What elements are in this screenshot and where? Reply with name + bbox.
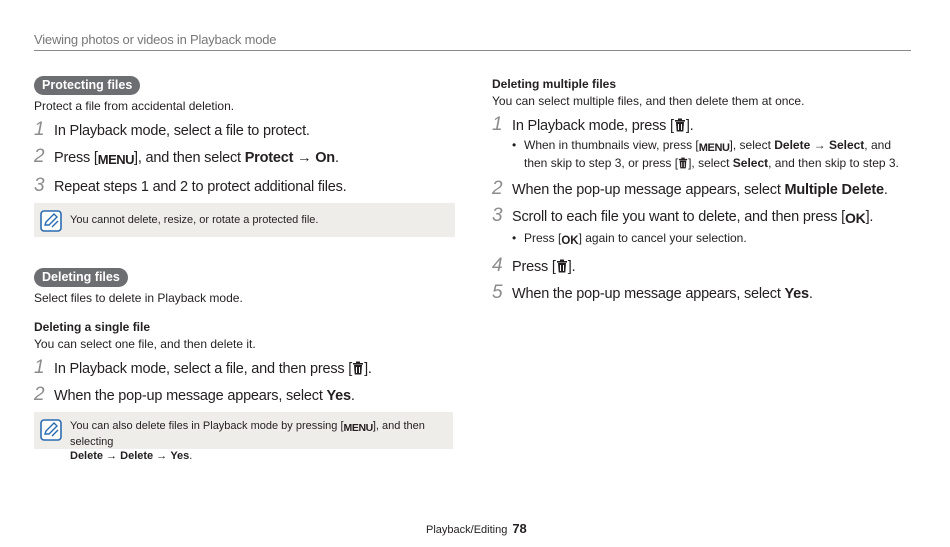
multiple-step-4 <box>492 256 912 277</box>
note-pencil-icon <box>40 419 62 441</box>
trash-button-icon <box>352 361 364 375</box>
single-step-2 <box>34 385 455 406</box>
page-header: Viewing photos or videos in Playback mode <box>34 32 277 47</box>
step-text: In Playback mode, select a file, and then press [ ]. <box>54 361 372 377</box>
deleting-files-heading: Deleting files <box>34 268 128 287</box>
step-number: 2 <box>492 178 503 199</box>
menu-button-icon: MENU <box>698 142 730 154</box>
trash-button-icon <box>556 259 568 273</box>
multiple-step-3 <box>492 206 912 229</box>
menu-button-icon: MENU <box>343 422 373 434</box>
protect-steps <box>34 120 455 197</box>
single-step-1 <box>34 358 455 379</box>
step-text: In Playback mode, select a file to protect. <box>54 123 310 139</box>
step-text: Repeat steps 1 and 2 to protect additional files. <box>54 179 347 195</box>
single-file-description: You can select one file, and then delete it. <box>34 337 256 351</box>
step-number: 3 <box>34 175 45 196</box>
step-text: When the pop-up message appears, select Multiple Delete. <box>512 182 888 198</box>
page-footer <box>426 521 527 536</box>
multiple-files-description: You can select multiple files, and then delete them at once. <box>492 94 805 108</box>
ok-button-icon: OK <box>561 235 579 247</box>
step-number: 1 <box>34 119 45 140</box>
multiple-step-1 <box>492 115 912 136</box>
note-text: You cannot delete, resize, or rotate a protected file. <box>70 214 319 226</box>
protect-note <box>34 203 455 237</box>
trash-button-icon <box>674 118 686 132</box>
note-pencil-icon <box>40 210 62 232</box>
step-text: When the pop-up message appears, select Yes. <box>54 388 355 404</box>
footer-section: Playback/Editing <box>426 524 508 536</box>
step-text: In Playback mode, press [ ]. <box>512 118 694 134</box>
protect-step-2 <box>34 147 455 170</box>
trash-button-icon <box>678 157 688 169</box>
protecting-files-heading: Protecting files <box>34 76 140 95</box>
protect-step-3 <box>34 176 455 197</box>
protecting-files-description: Protect a file from accidental deletion. <box>34 99 235 113</box>
step-number: 5 <box>492 282 503 303</box>
step-text: Press [ ]. <box>512 259 576 275</box>
note-text: You can also delete files in Playback mode by pressing [MENU], and then selecting Delete → Delete → Yes. <box>70 420 425 462</box>
page-number: 78 <box>512 521 527 536</box>
multiple-files-title: Deleting multiple files <box>492 77 617 91</box>
step-number: 2 <box>34 146 45 167</box>
bullet-dot: • <box>512 231 517 245</box>
step-number: 2 <box>34 384 45 405</box>
ok-button-icon: OK <box>844 210 866 226</box>
single-delete-note <box>34 412 453 462</box>
multiple-delete-steps <box>492 115 912 304</box>
bullet-text: When in thumbnails view, press [MENU], select Delete → Select, and then skip to step 3, or press [ ], select Select, and then skip to step 3. <box>524 138 899 170</box>
deleting-files-section <box>34 268 455 462</box>
multiple-step-2 <box>492 179 912 200</box>
single-file-title: Deleting a single file <box>34 320 151 334</box>
header-divider <box>34 50 911 51</box>
left-column <box>34 76 455 462</box>
step-text: Scroll to each file you want to delete, and then press [OK]. <box>512 208 873 229</box>
protect-step-1 <box>34 120 455 141</box>
deleting-files-description: Select files to delete in Playback mode. <box>34 291 243 305</box>
right-column <box>492 76 912 304</box>
multiple-step-3-bullet <box>512 231 912 249</box>
step-number: 3 <box>492 205 503 226</box>
step-text: Press [MENU], and then select Protect → On. <box>54 149 339 170</box>
menu-button-icon: MENU <box>97 152 135 167</box>
multiple-step-5 <box>492 283 912 304</box>
step-text: When the pop-up message appears, select Yes. <box>512 286 813 302</box>
multiple-step-1-bullet <box>512 138 912 171</box>
step-number: 4 <box>492 255 503 276</box>
step-number: 1 <box>34 357 45 378</box>
single-delete-steps <box>34 358 455 406</box>
step-number: 1 <box>492 114 503 135</box>
bullet-text: Press [OK] again to cancel your selection. <box>524 231 747 247</box>
bullet-dot: • <box>512 138 517 152</box>
